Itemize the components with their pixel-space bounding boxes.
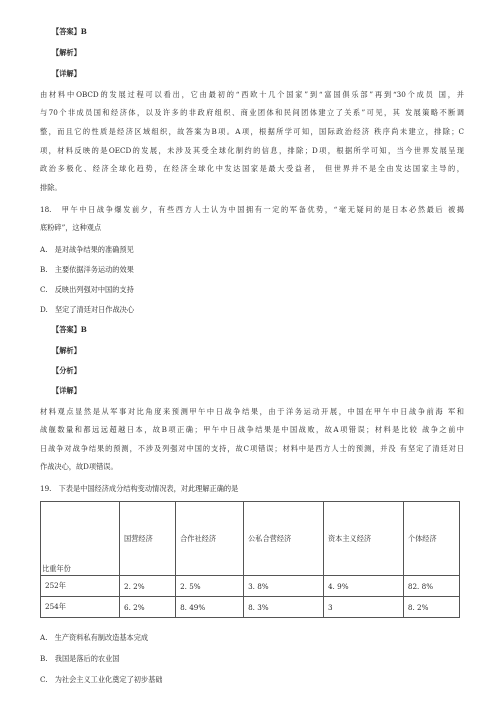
table-cell: 8. 3%	[244, 597, 324, 618]
table-header-row	[41, 502, 460, 576]
q19-option-b: B. 我国是落后的农业国	[40, 654, 120, 663]
table-cell: 8. 2%	[403, 597, 459, 618]
table-row	[41, 576, 460, 597]
q18-fenxi-tag: 【分析】	[52, 366, 81, 375]
q18-option-a: A. 是对战争结果的准确预见	[40, 245, 134, 254]
corner-label: 比重年份	[42, 564, 71, 573]
q17-analysis-tag: 【解析】	[52, 48, 81, 57]
q17-detail-line: 整，而且它的性质是经济区域组织，故答案为B项。A项，根据所学可知，国际政治经济 秩序尚未建立，排除；C	[40, 127, 464, 136]
table-cell: 82. 8%	[403, 576, 459, 597]
column-header: 资本主义经济	[323, 502, 403, 576]
q18-answer: 【答案】B	[52, 325, 87, 334]
table-corner-cell	[41, 502, 120, 576]
row-year: 252年	[41, 576, 120, 597]
q18-analysis-tag: 【解析】	[52, 346, 81, 355]
q18-stem: 底粉碎”，这种观点	[40, 223, 102, 232]
q17-detail-tag: 【详解】	[52, 69, 81, 78]
q19-stem: 19. 下表是中国经济成分结构变动情况表，对此理解正确的是	[40, 484, 239, 493]
q18-option-c: C. 反映出列强对中国的支持	[40, 285, 134, 294]
q18-detail-tag: 【详解】	[52, 386, 81, 395]
economy-structure-table	[40, 501, 460, 618]
column-header: 个体经济	[403, 502, 459, 576]
row-year: 254年	[41, 597, 120, 618]
q17-answer: 【答案】B	[52, 27, 87, 36]
q17-detail-line: 排除。	[40, 183, 62, 192]
q18-detail-line: 材料观点显然是从军事对比角度来预测甲午中日战争结果，由于洋务运动开展，中国在甲午中日战争前海 军和	[40, 407, 464, 416]
q18-option-b: B. 主要依据洋务运动的效果	[40, 265, 134, 274]
q18-detail-line: 战舰数量和都远远超越日本，故B项正确；甲午中日战争结果是中国战败，故A项错误；材料是比较 战争之前中	[40, 425, 464, 434]
table-cell: 3. 8%	[244, 576, 324, 597]
column-header: 国营经济	[120, 502, 176, 576]
q17-detail-line: 项，材料反映的是OECD的发展，未涉及其受全球化制约的信息，排除；D项，根据所学可知，当今世界发展呈现	[40, 146, 464, 155]
q18-option-d: D. 坚定了清廷对日作战决心	[40, 305, 135, 314]
table-cell: 2. 5%	[176, 576, 244, 597]
q17-detail-line: 政治多极化、经济全球化趋势，在经济全球化中发达国家是最大受益者， 但世界并不是全由发达国家主导的，	[40, 164, 464, 173]
q18-detail-line: 作战决心，故D项错误。	[40, 462, 118, 471]
q18-detail-line: 日战争对战争结果的预测，不涉及列强对中国的支持，故C项错误；材料中是西方人士的预测，并没 有坚定了清廷对日	[40, 444, 464, 453]
table-cell: 4. 9%	[323, 576, 403, 597]
table-row	[41, 597, 460, 618]
table-cell: 8. 49%	[176, 597, 244, 618]
q19-option-a: A. 生产资料私有制改造基本完成	[40, 633, 149, 642]
table-cell: 6. 2%	[120, 597, 176, 618]
q17-detail-line: 与70个非成员国和经济体，以及许多的非政府组织、商业团体和民间团体建立了关系”可见，其 发展策略不断调	[40, 108, 464, 117]
column-header: 公私合营经济	[244, 502, 324, 576]
q18-stem: 18. 甲午中日战争爆发前夕，有些西方人士认为中国拥有一定的军备优势，“毫无疑问的是日本必然最后 被揭	[40, 205, 464, 214]
column-header: 合作社经济	[176, 502, 244, 576]
q17-detail-line: 由材料中OBCD的发展过程可以看出，它由最初的“西欧十几个国家”到“富国俱乐部”再到“30个成员 国，并	[40, 90, 464, 99]
table-cell: 2. 2%	[120, 576, 176, 597]
table-cell: 3	[323, 597, 403, 618]
q19-option-c: C. 为社会主义工业化奠定了初步基础	[40, 675, 163, 684]
